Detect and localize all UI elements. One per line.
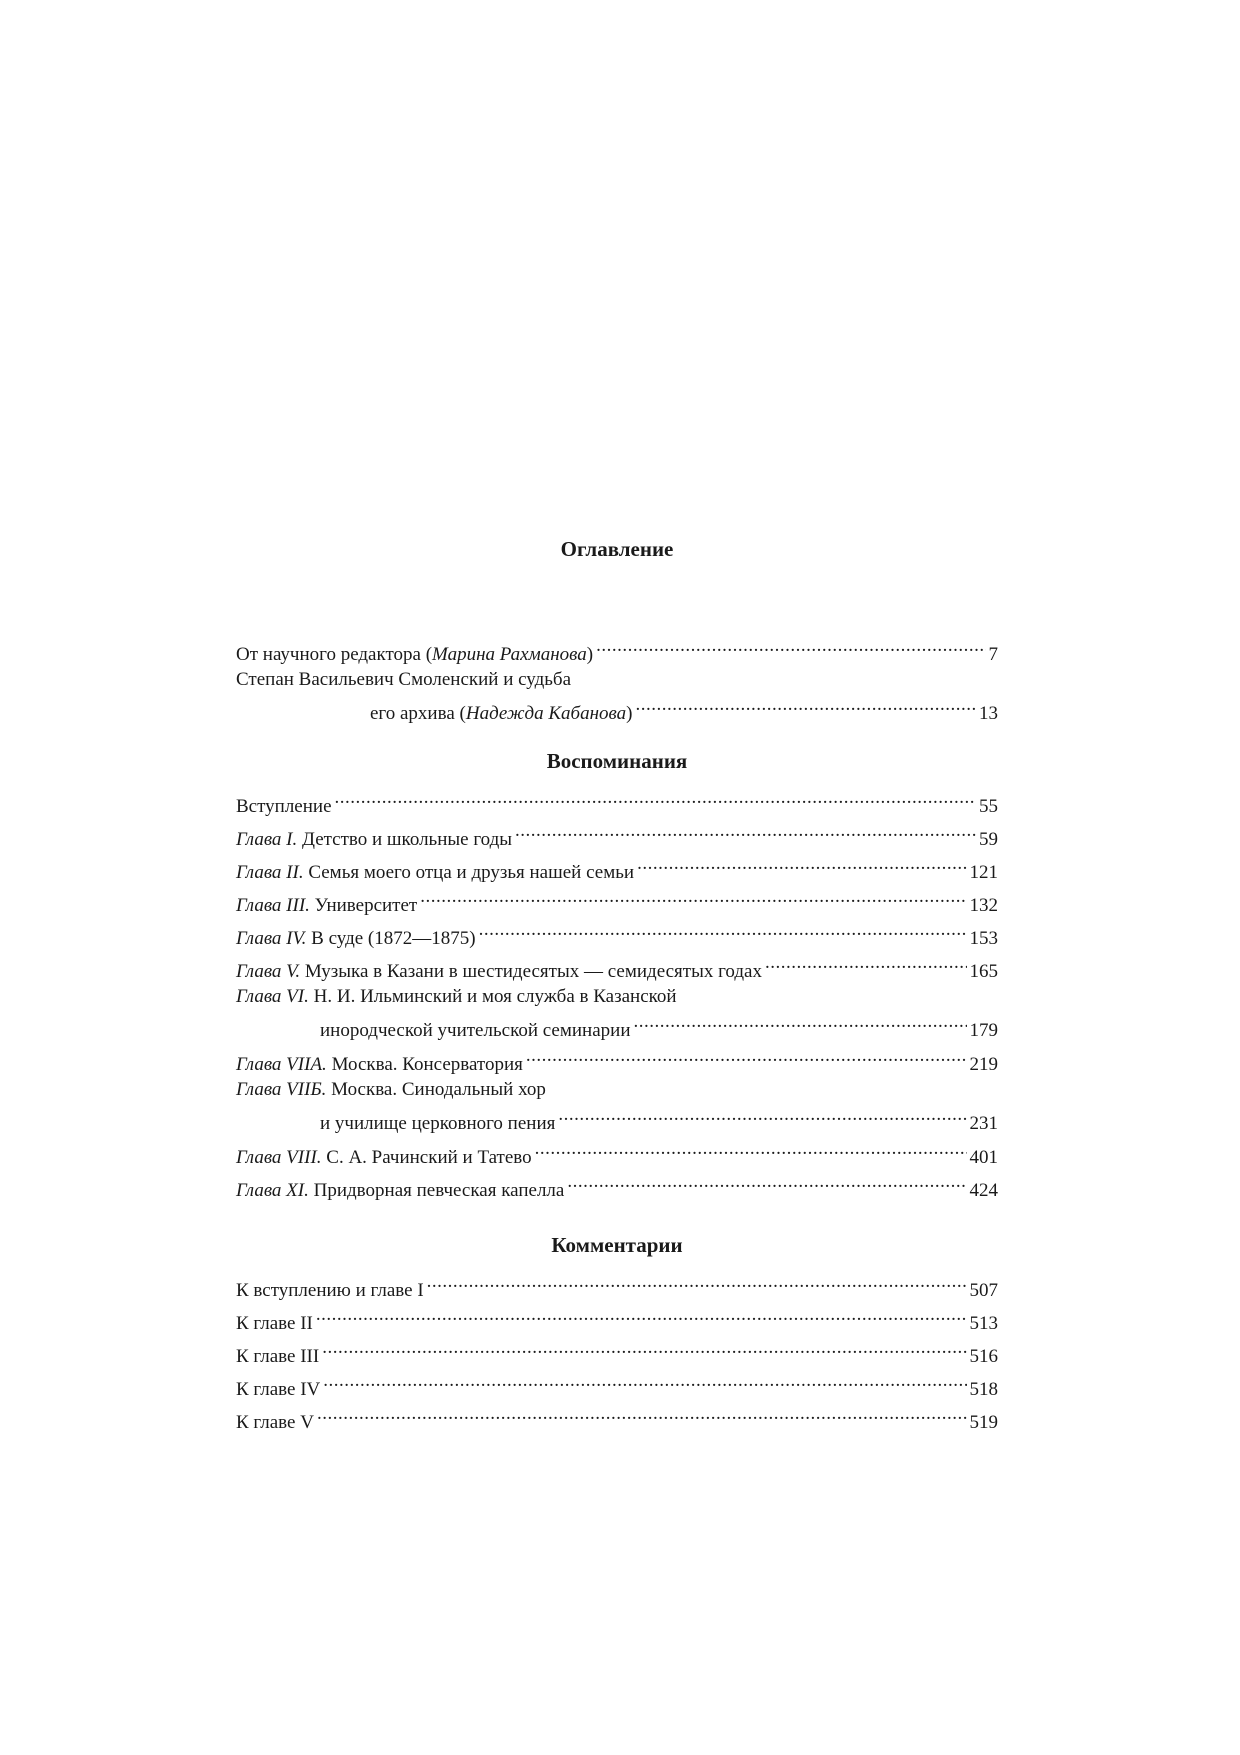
dot-leader — [634, 1010, 967, 1036]
page-number: 55 — [979, 796, 998, 817]
dot-leader — [322, 1336, 966, 1362]
author-name: Надежда Кабанова — [465, 703, 627, 724]
toc-entry[interactable]: Глава II. Семья моего отца и друзья нашей семьи ..... 121 — [236, 852, 998, 878]
dot-leader — [479, 918, 967, 944]
dot-leader — [635, 693, 976, 719]
toc-entry[interactable]: К главе II ..... 513 — [236, 1303, 998, 1329]
toc-entry[interactable]: К главе III ..... 516 — [236, 1336, 998, 1362]
toc-entry[interactable]: Глава VIII. С. А. Рачинский и Татево ..... 401 — [236, 1137, 998, 1163]
page-number: 401 — [969, 1147, 998, 1168]
page-number: 519 — [969, 1412, 998, 1433]
page-number: 121 — [969, 862, 998, 883]
toc-entry[interactable]: Глава VIIА. Москва. Консерватория ..... 219 — [236, 1044, 998, 1070]
dot-leader — [535, 1137, 967, 1163]
dot-leader — [316, 1303, 967, 1329]
page-number: 231 — [969, 1113, 998, 1134]
dot-leader — [558, 1103, 966, 1129]
dot-leader — [335, 786, 976, 812]
dot-leader — [765, 951, 967, 977]
page-number: 507 — [969, 1280, 998, 1301]
toc-entry[interactable]: Глава VIIБ. Москва. Синодальный хор и училище церковного пения ..... 231 — [236, 1077, 998, 1129]
toc-entry[interactable]: Глава I. Детство и школьные годы ..... 59 — [236, 819, 998, 845]
page-number: 179 — [969, 1020, 998, 1041]
page-number: 13 — [979, 703, 998, 724]
dot-leader — [637, 852, 966, 878]
dot-leader — [526, 1044, 967, 1070]
page-title: Оглавление — [560, 537, 674, 561]
section-title-memoirs: Воспоминания — [546, 749, 688, 773]
toc-entry-editor[interactable]: От научного редактора (Марина Рахманова) ..... 7 — [236, 634, 998, 660]
toc-entry[interactable]: Глава V. Музыка в Казани в шестидесятых — семидесятых годах ..... 165 — [236, 951, 998, 977]
dot-leader — [567, 1170, 966, 1196]
dot-leader — [317, 1402, 967, 1428]
page-number: 424 — [969, 1180, 998, 1201]
toc-entry[interactable]: Глава IV. В суде (1872—1875) ..... 153 — [236, 918, 998, 944]
section-title-comments: Комментарии — [551, 1233, 683, 1257]
author-name: Марина Рахманова — [432, 644, 587, 665]
dot-leader — [420, 885, 966, 911]
dot-leader — [427, 1270, 967, 1296]
toc-entry[interactable]: Глава VI. Н. И. Ильминский и моя служба в Казанской инородческой учительской семинарии ..... 179 — [236, 984, 998, 1036]
dot-leader — [323, 1369, 966, 1395]
toc-entry[interactable]: Глава III. Университет ..... 132 — [236, 885, 998, 911]
dot-leader — [596, 634, 985, 660]
page-number: 165 — [969, 961, 998, 982]
page-number: 516 — [969, 1346, 998, 1367]
toc-entry[interactable]: Глава XI. Придворная певческая капелла ..... 424 — [236, 1170, 998, 1196]
toc-entry[interactable]: К главе IV ..... 518 — [236, 1369, 998, 1395]
page-number: 513 — [969, 1313, 998, 1334]
page-number: 7 — [988, 644, 998, 665]
toc-entry-archive[interactable]: Степан Васильевич Смоленский и судьба его архива (Надежда Кабанова) ..... 13 — [236, 667, 998, 719]
toc-entry[interactable]: К вступлению и главе I ..... 507 — [236, 1270, 998, 1296]
dot-leader — [515, 819, 976, 845]
page-number: 59 — [979, 829, 998, 850]
page-number: 153 — [969, 928, 998, 949]
toc-entry[interactable]: Вступление ..... 55 — [236, 786, 998, 812]
page-number: 132 — [969, 895, 998, 916]
page-number: 518 — [969, 1379, 998, 1400]
toc-entry[interactable]: К главе V ..... 519 — [236, 1402, 998, 1428]
page-number: 219 — [969, 1054, 998, 1075]
